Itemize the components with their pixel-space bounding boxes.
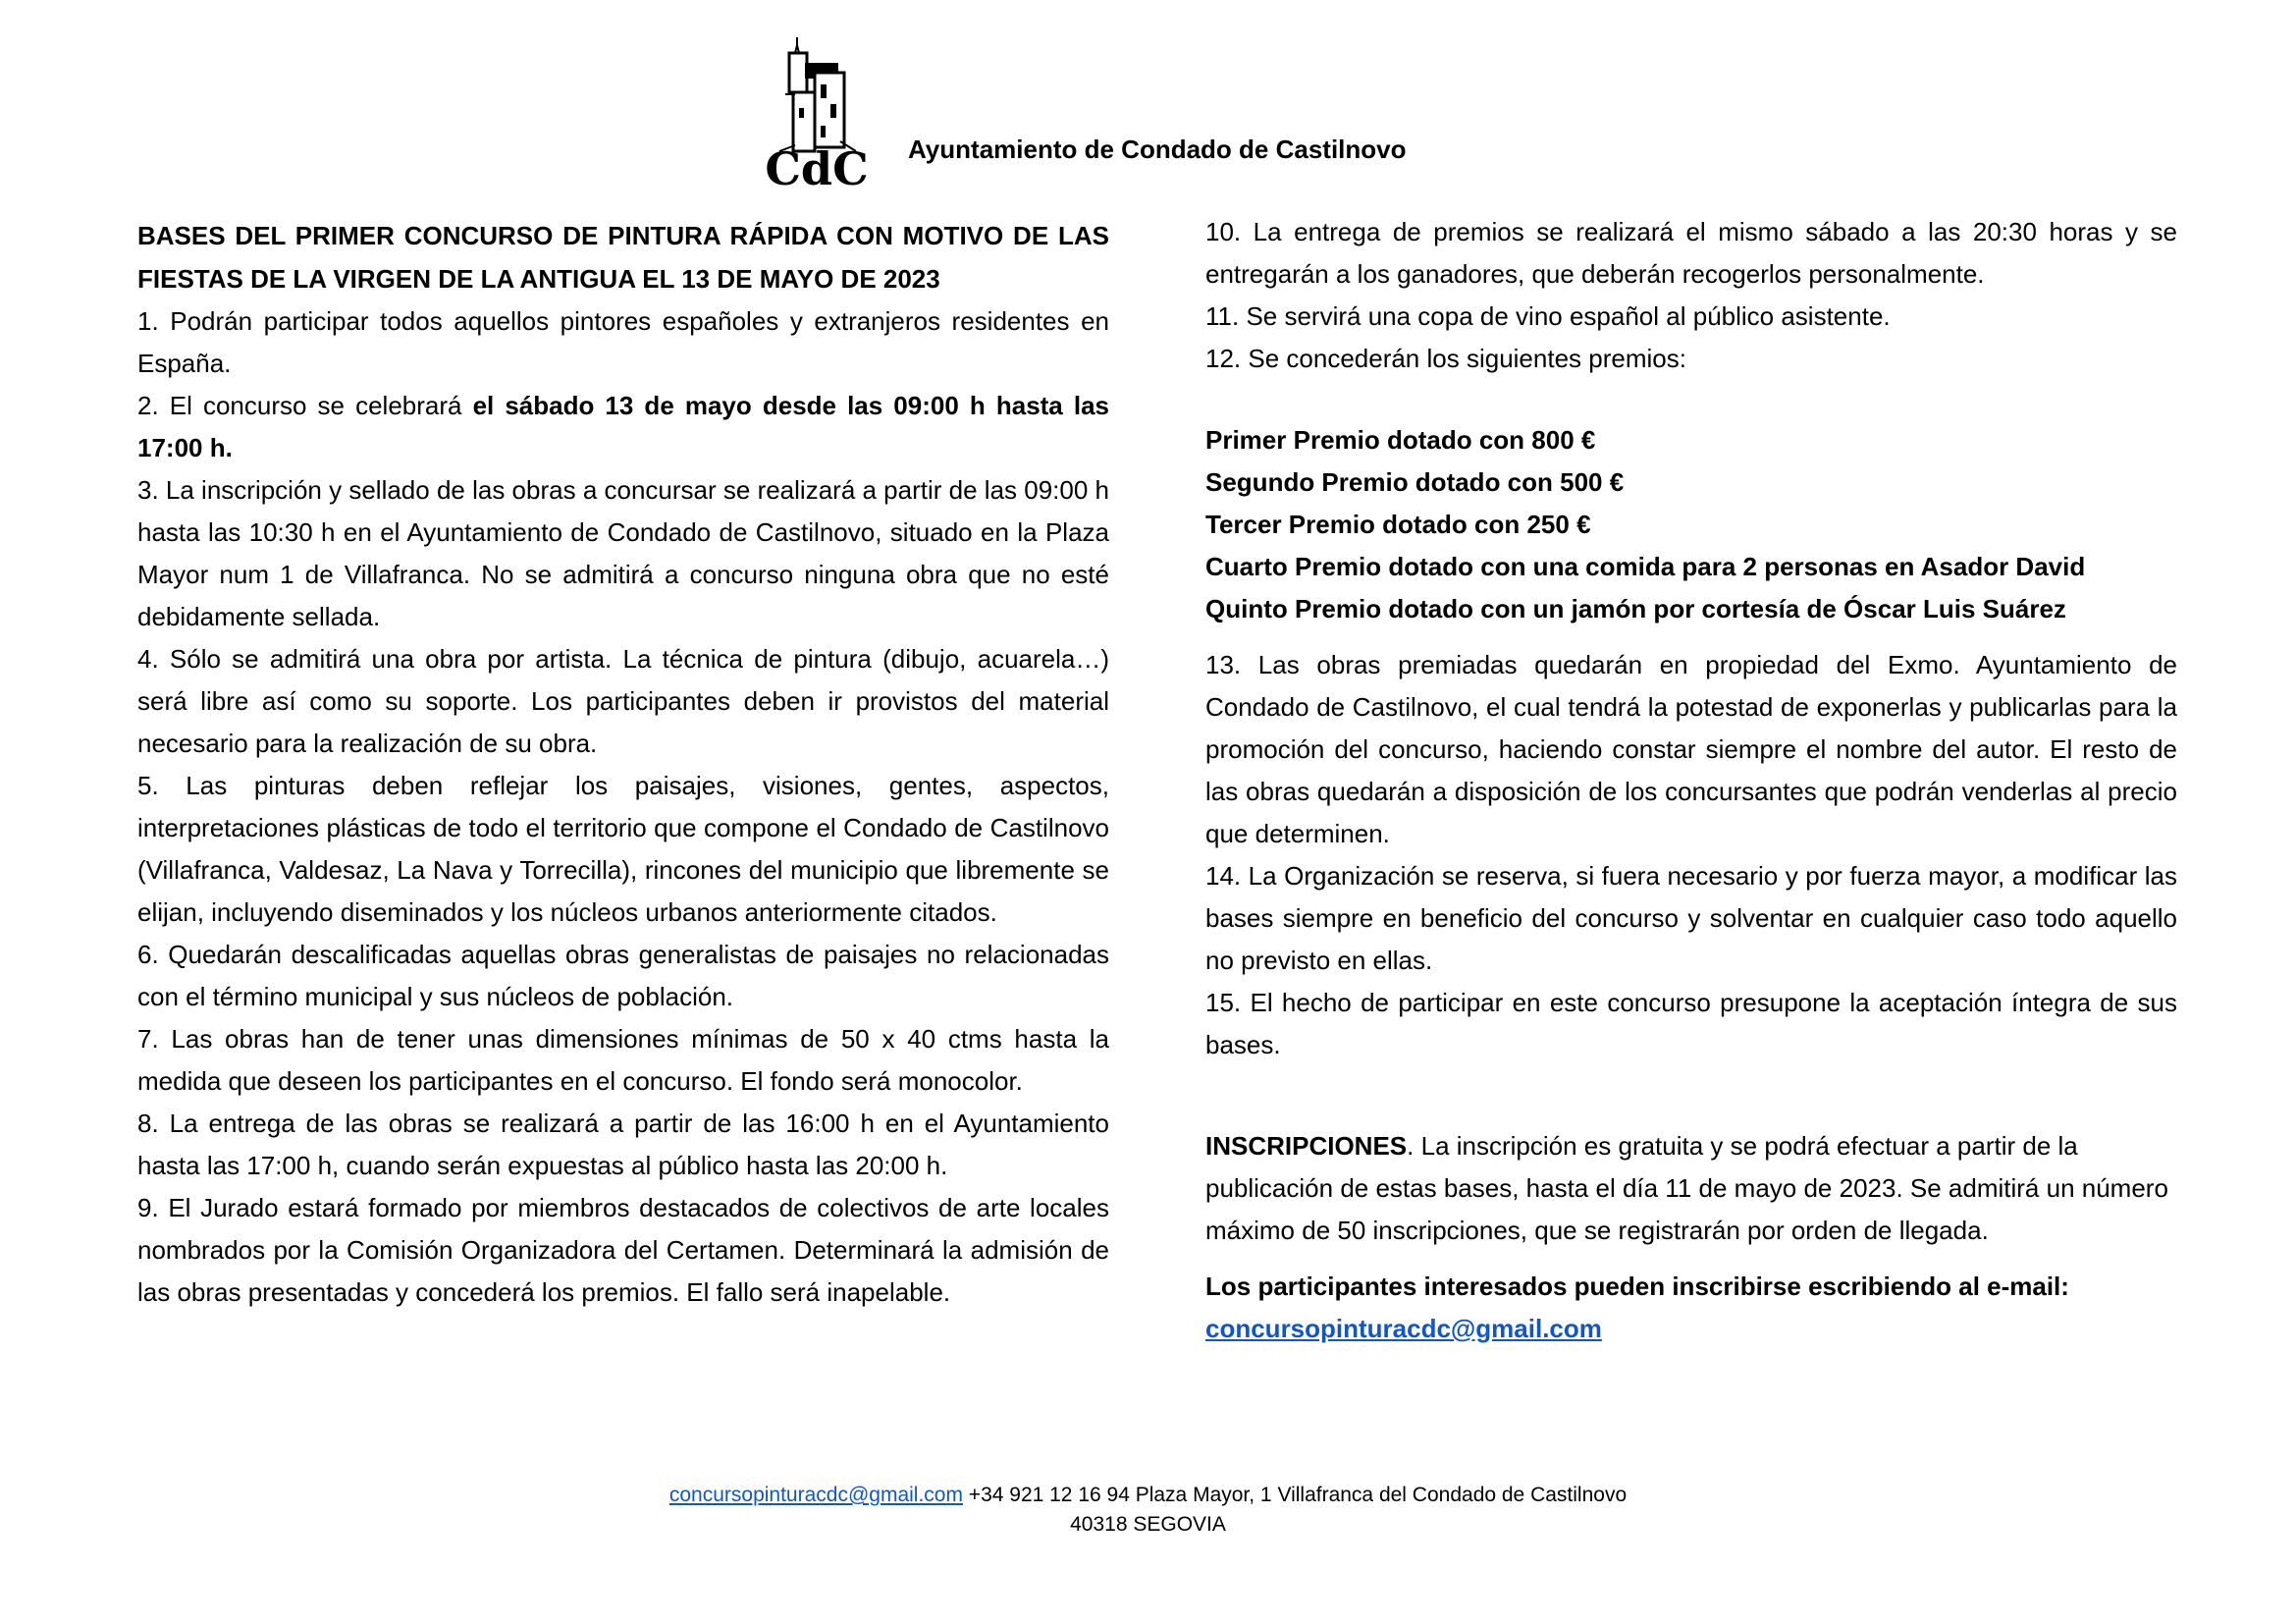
contact-instruction: Los participantes interesados pueden inscribirse escribiendo al e-mail: <box>1205 1272 2069 1301</box>
rule-2 <box>137 385 1109 469</box>
footer <box>0 1481 2296 1540</box>
rule-3: 3. La inscripción y sellado de las obras a concursar se realizará a partir de las 09:00 h hasta las 10:30 h en el Ayuntamiento de Condado de Castilnovo, situado en la Plaza Mayor num 1 de Villafranca. No se admitirá a concurso ninguna obra que no esté debidamente sellada. <box>137 475 1109 631</box>
logo-lettering: CdC <box>766 142 869 190</box>
prize-1: Primer Premio dotado con 800 € <box>1205 425 1596 455</box>
rule-10: 10. La entrega de premios se realizará el mismo sábado a las 20:30 horas y se entregarán a los ganadores, que deberán recogerlos personalmente. <box>1205 217 2177 289</box>
spacer <box>1205 1066 2177 1125</box>
rule-6: 6. Quedarán descalificadas aquellas obras generalistas de paisajes no relacionadas con el término municipal y sus núcleos de población. <box>137 940 1109 1011</box>
rule-8: 8. La entrega de las obras se realizará a partir de las 16:00 h en el Ayuntamiento hasta las 17:00 h, cuando serán expuestas al público hasta las 20:00 h. <box>137 1109 1109 1180</box>
left-column <box>137 214 1109 1314</box>
rule-13: 13. Las obras premiadas quedarán en propiedad del Exmo. Ayuntamiento de Condado de Castilnovo, el cual tendrá la potestad de exponerlas y publicarlas para la promoción del concurso, haciendo constar siempre el nombre del autor. El resto de las obras quedarán a disposición de los concursantes que podrán venderlas al precio que determinen. <box>1205 650 2177 848</box>
prize-2: Segundo Premio dotado con 500 € <box>1205 467 1625 497</box>
prize-5: Quinto Premio dotado con un jamón por cortesía de Óscar Luis Suárez <box>1205 594 2066 623</box>
document-title: BASES DEL PRIMER CONCURSO DE PINTURA RÁPIDA CON MOTIVO DE LAS FIESTAS DE LA VIRGEN DE LA ANTIGUA EL 13 DE MAYO DE 2023 <box>137 221 1109 294</box>
prize-list <box>1205 419 2177 630</box>
rule-1: 1. Podrán participar todos aquellos pintores españoles y extranjeros residentes en España. <box>137 306 1109 378</box>
rule-9: 9. El Jurado estará formado por miembros destacados de colectivos de arte locales nombrados por la Comisión Organizadora del Certamen. Determinará la admisión de las obras presentadas y concederá los premios. El fallo será inapelable. <box>137 1193 1109 1307</box>
spacer <box>1205 1252 2177 1266</box>
inscripciones-label: INSCRIPCIONES <box>1205 1131 1408 1161</box>
prize-3: Tercer Premio dotado con 250 € <box>1205 510 1591 539</box>
footer-line-2: 40318 SEGOVIA <box>1070 1513 1226 1536</box>
footer-line-1 <box>0 1481 2296 1510</box>
municipality-logo <box>766 35 869 190</box>
contact-email-link[interactable]: concursopinturacdc@gmail.com <box>1205 1314 1602 1343</box>
footer-email-link[interactable]: concursopinturacdc@gmail.com <box>668 1484 963 1506</box>
rule-4: 4. Sólo se admitirá una obra por artista. La técnica de pintura (dibujo, acuarela…) será libre así como su soporte. Los participantes deben ir provistos del material necesario para la realización de su obra. <box>137 644 1109 758</box>
rule-2-date: el sábado 13 de mayo desde las 09:00 h hasta las 17:00 h. <box>137 391 1109 462</box>
rule-7: 7. Las obras han de tener unas dimensiones mínimas de 50 x 40 ctms hasta la medida que deseen los participantes en el concurso. El fondo será monocolor. <box>137 1024 1109 1096</box>
footer-contact-details: +34 921 12 16 94 Plaza Mayor, 1 Villafranca del Condado de Castilnovo <box>962 1484 1628 1506</box>
rule-11: 11. Se servirá una copa de vino español al público asistente. <box>1205 301 1891 331</box>
inscripciones-paragraph <box>1205 1125 2177 1252</box>
right-column <box>1205 211 2177 1350</box>
inscripciones-text: . La inscripción es gratuita y se podrá efectuar a partir de la publicación de estas bases, hasta el día 11 de mayo de 2023. Se admitirá un número máximo de 50 inscripciones, que se registrarán por orden de llegada. <box>1205 1131 2168 1245</box>
rule-12: 12. Se concederán los siguientes premios: <box>1205 344 1686 373</box>
prize-4: Cuarto Premio dotado con una comida para 2 personas en Asador David <box>1205 552 2086 581</box>
rule-5: 5. Las pinturas deben reflejar los paisajes, visiones, gentes, aspectos, interpretaciones plásticas de todo el territorio que compone el Condado de Castilnovo (Villafranca, Valdesaz, La Nava y Torrecilla), rincones del municipio que libremente se elijan, incluyendo diseminados y los núcleos urbanos anteriormente citados. <box>137 771 1109 927</box>
organization-name: Ayuntamiento de Condado de Castilnovo <box>908 135 1407 164</box>
spacer <box>1205 630 2177 644</box>
rule-15: 15. El hecho de participar en este concurso presupone la aceptación íntegra de sus bases. <box>1205 988 2177 1059</box>
rule-2-text: 2. El concurso se celebrará <box>137 391 473 420</box>
rule-14: 14. La Organización se reserva, si fuera necesario y por fuerza mayor, a modificar las bases siempre en beneficio del concurso y solventar en cualquier caso todo aquello no previsto en ellas. <box>1205 861 2177 975</box>
